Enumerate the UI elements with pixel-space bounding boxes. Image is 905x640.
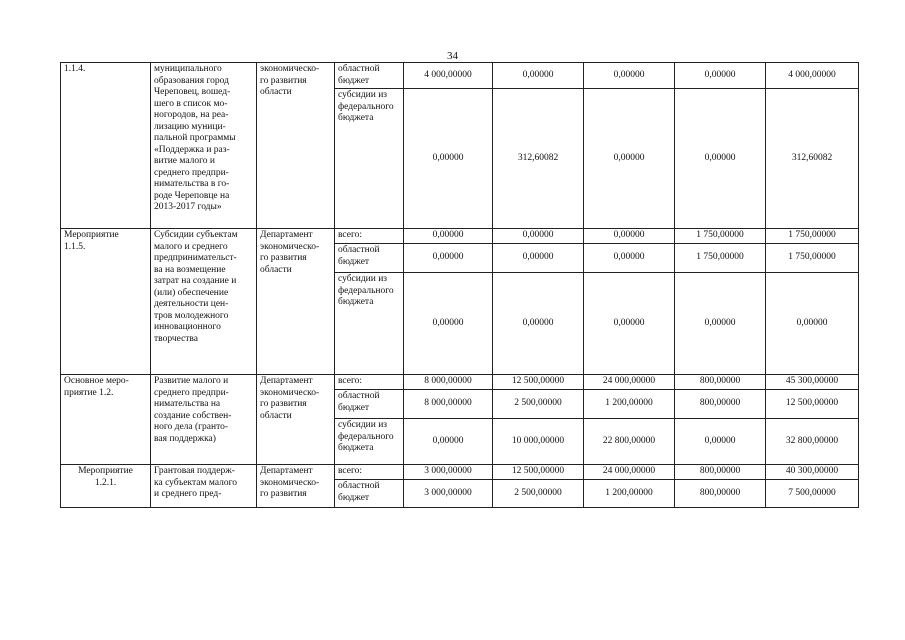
- funding-source-cell: областной бюджет: [335, 480, 404, 508]
- funding-source-cell: областной бюджет: [335, 244, 404, 273]
- table-row: [61, 375, 859, 390]
- amount-cell: 800,00000: [675, 390, 766, 419]
- amount-cell: 0,00000: [404, 419, 493, 465]
- table-row: [61, 465, 859, 480]
- funding-source-cell: субсидии из федерального бюджета: [335, 419, 404, 465]
- page-number: 34: [447, 50, 458, 62]
- executor-cell: Департамент экономическо- го развития: [257, 465, 335, 508]
- amount-cell: 0,00000: [404, 229, 493, 244]
- amount-cell: 10 000,00000: [493, 419, 584, 465]
- total-amount-cell: 7 500,00000: [766, 480, 859, 508]
- amount-cell: 0,00000: [404, 273, 493, 375]
- amount-cell: 0,00000: [584, 63, 675, 89]
- activity-name-cell: Грантовая поддерж- ка субъектам малого и среднего пред-: [151, 465, 257, 508]
- activity-code-cell: Мероприятие 1.2.1.: [61, 465, 151, 508]
- amount-cell: 12 500,00000: [493, 465, 584, 480]
- amount-cell: 800,00000: [675, 465, 766, 480]
- funding-source-cell: субсидии из федерального бюджета: [335, 273, 404, 375]
- table-row: [61, 229, 859, 244]
- total-amount-cell: 32 800,00000: [766, 419, 859, 465]
- amount-cell: 0,00000: [493, 273, 584, 375]
- amount-cell: 800,00000: [675, 480, 766, 508]
- amount-cell: 0,00000: [584, 273, 675, 375]
- amount-cell: 0,00000: [404, 89, 493, 229]
- amount-cell: 2 500,00000: [493, 390, 584, 419]
- amount-cell: 0,00000: [675, 273, 766, 375]
- amount-cell: 0,00000: [584, 89, 675, 229]
- total-amount-cell: 1 750,00000: [766, 229, 859, 244]
- total-amount-cell: 45 300,00000: [766, 375, 859, 390]
- table-row: [61, 63, 859, 89]
- amount-cell: 0,00000: [675, 63, 766, 89]
- funding-source-cell: всего:: [335, 229, 404, 244]
- amount-cell: 0,00000: [404, 244, 493, 273]
- executor-cell: экономическо- го развития области: [257, 63, 335, 229]
- amount-cell: 800,00000: [675, 375, 766, 390]
- activity-name-cell: Развитие малого и среднего предпри- нимательства на создание собствен- ного дела (гранто- вая поддержка): [151, 375, 257, 465]
- funding-source-cell: областной бюджет: [335, 63, 404, 89]
- activity-code-cell: Основное меро- приятие 1.2.: [61, 375, 151, 465]
- amount-cell: 22 800,00000: [584, 419, 675, 465]
- amount-cell: 2 500,00000: [493, 480, 584, 508]
- funding-source-cell: всего:: [335, 375, 404, 390]
- total-amount-cell: 4 000,00000: [766, 63, 859, 89]
- activity-code-cell: Мероприятие 1.1.5.: [61, 229, 151, 375]
- amount-cell: 0,00000: [493, 244, 584, 273]
- total-amount-cell: 1 750,00000: [766, 244, 859, 273]
- amount-cell: 12 500,00000: [493, 375, 584, 390]
- total-amount-cell: 0,00000: [766, 273, 859, 375]
- amount-cell: 1 750,00000: [675, 244, 766, 273]
- amount-cell: 0,00000: [584, 229, 675, 244]
- funding-source-cell: субсидии из федерального бюджета: [335, 89, 404, 229]
- amount-cell: 0,00000: [584, 244, 675, 273]
- amount-cell: 8 000,00000: [404, 390, 493, 419]
- amount-cell: 1 750,00000: [675, 229, 766, 244]
- amount-cell: 0,00000: [493, 229, 584, 244]
- funding-source-cell: всего:: [335, 465, 404, 480]
- total-amount-cell: 312,60082: [766, 89, 859, 229]
- amount-cell: 0,00000: [493, 63, 584, 89]
- total-amount-cell: 12 500,00000: [766, 390, 859, 419]
- budget-table: [60, 62, 859, 508]
- amount-cell: 3 000,00000: [404, 480, 493, 508]
- total-amount-cell: 40 300,00000: [766, 465, 859, 480]
- activity-name-cell: Субсидии субъектам малого и среднего предпринимательст- ва на возмещение затрат на создание и (или) обеспечение деятельности цен- тров молодежного инновационного творчества: [151, 229, 257, 375]
- activity-code-cell: 1.1.4.: [61, 63, 151, 229]
- amount-cell: 3 000,00000: [404, 465, 493, 480]
- amount-cell: 1 200,00000: [584, 390, 675, 419]
- amount-cell: 0,00000: [675, 419, 766, 465]
- executor-cell: Департамент экономическо- го развития области: [257, 229, 335, 375]
- amount-cell: 1 200,00000: [584, 480, 675, 508]
- amount-cell: 24 000,00000: [584, 465, 675, 480]
- executor-cell: Департамент экономическо- го развития области: [257, 375, 335, 465]
- funding-source-cell: областной бюджет: [335, 390, 404, 419]
- amount-cell: 24 000,00000: [584, 375, 675, 390]
- amount-cell: 0,00000: [675, 89, 766, 229]
- amount-cell: 4 000,00000: [404, 63, 493, 89]
- activity-name-cell: муниципального образования город Череповец, вошед- шего в список мо- ногородов, на реа- лизацию муници- пальной программы «Поддержка и раз- витие малого и среднего предпри- нимательства в го- роде Череповце на 2013-2017 годы»: [151, 63, 257, 229]
- amount-cell: 8 000,00000: [404, 375, 493, 390]
- amount-cell: 312,60082: [493, 89, 584, 229]
